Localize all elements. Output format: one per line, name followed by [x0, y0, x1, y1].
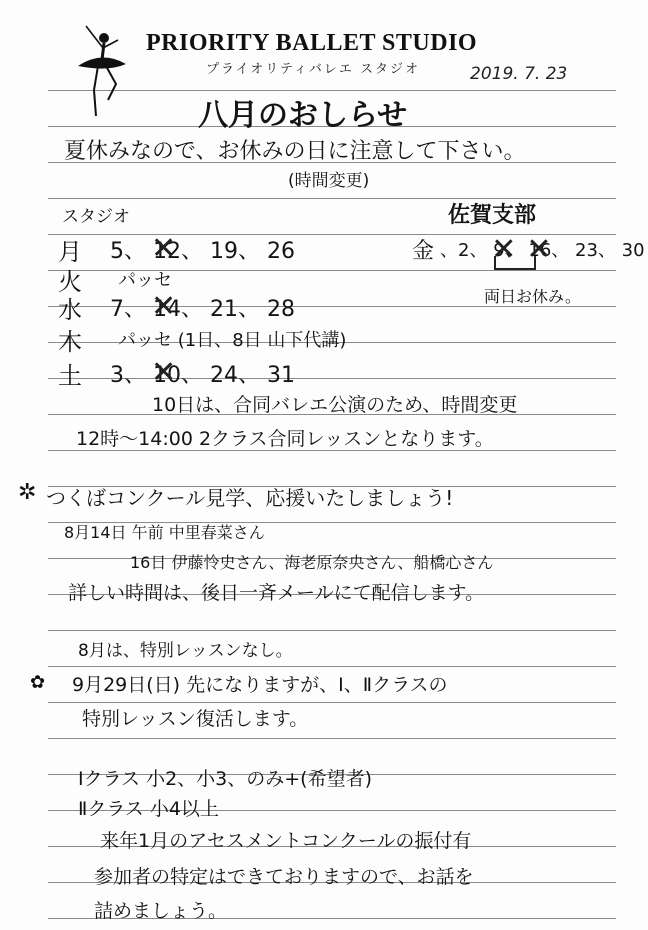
notice-subtitle: 夏休みなので、お休みの日に注意して下さい。 [64, 139, 526, 164]
special-line: 特別レッスン復活します。 [82, 708, 309, 730]
flower-icon: ✿ [30, 672, 46, 693]
ruled-line [48, 702, 616, 703]
cancelled-date: 16 ✕ [528, 240, 551, 261]
date-value: 2 [458, 240, 470, 261]
weekday-label: 土 [58, 362, 82, 390]
contest-line: 詳しい時間は、後日一斉メールにて配信します。 [68, 582, 485, 604]
schedule-dates: 、2、 9 ✕、 16 ✕、 23、 30 [440, 236, 645, 262]
contest-line: 16日 伊藤怜史さん、海老原奈央さん、船橋心さん [130, 553, 494, 572]
schedule-dates: 3、 10 ✕、 24、 31 [110, 358, 295, 389]
schedule-dates: 7、 14 ✕、 21、 28 [110, 292, 295, 323]
time-change-note: (時間変更) [288, 171, 370, 191]
studio-heading: スタジオ [62, 207, 130, 227]
date-value: 7 [110, 297, 124, 322]
ruled-line [48, 630, 616, 631]
contest-line: 8月14日 午前 中里春菜さん [64, 523, 265, 542]
date-value: 21 [210, 297, 238, 322]
time-change-line: 12時〜14:00 2クラス合同レッスンとなります。 [76, 428, 494, 450]
weekday-label: 金 [412, 239, 435, 264]
date-value: 24 [210, 363, 238, 388]
date-value: 26 [267, 239, 295, 264]
branch-closed-note: 両日お休み。 [484, 287, 581, 306]
date-value: 3 [110, 363, 124, 388]
cancelled-date: 14 ✕ [153, 297, 181, 322]
date-value: 31 [267, 363, 295, 388]
star-icon: ✲ [18, 480, 37, 505]
weekday-label: 木 [58, 328, 82, 356]
date-value: 28 [267, 297, 295, 322]
notice-date: 2019. 7. 23 [470, 64, 568, 84]
contest-heading: つくばコンクール見学、応援いたしましょう! [46, 486, 454, 510]
cancel-bracket [494, 256, 536, 270]
note-line: 参加者の特定はできておりますので、お話を [94, 866, 474, 888]
notice-title: 八月のおしらせ [198, 98, 408, 133]
date-value: 5 [110, 239, 124, 264]
schedule-dates: 5、 12 ✕、 19、 26 [110, 234, 295, 265]
date-value: 23 [575, 240, 598, 261]
studio-kana: プライオリティバレエ スタジオ [206, 62, 421, 77]
schedule-dates: パッセ [118, 270, 172, 291]
date-value: 30 [621, 240, 645, 261]
cancelled-date: 10 ✕ [153, 363, 181, 388]
studio-name: PRIORITY BALLET STUDIO [146, 30, 478, 56]
note-line: 来年1月のアセスメントコンクールの振付有 [100, 830, 472, 852]
date-value: 19 [210, 239, 238, 264]
weekday-label: 水 [58, 296, 82, 324]
special-line: 8月は、特別レッスンなし。 [78, 641, 293, 661]
special-line: 9月29日(日) 先になりますが、Ⅰ、Ⅱクラスの [72, 674, 448, 696]
note-line: 詰めましょう。 [94, 900, 228, 922]
ruled-line [48, 666, 616, 667]
class-line: Ⅰクラス 小2、小3、のみ+(希望者) [78, 768, 372, 790]
cancelled-date: 9 ✕ [493, 240, 504, 261]
ballerina-logo-icon [68, 20, 134, 120]
cancelled-date: 12 ✕ [153, 239, 181, 264]
time-change-line: 10日は、合同バレエ公演のため、時間変更 [152, 394, 518, 416]
class-line: Ⅱクラス 小4以上 [78, 798, 219, 820]
ruled-line [48, 738, 616, 739]
branch-heading: 佐賀支部 [448, 203, 537, 228]
weekday-label: 月 [58, 238, 82, 266]
weekday-label: 火 [58, 268, 82, 296]
schedule-dates: パッセ (1日、8日 山下代講) [118, 330, 347, 351]
